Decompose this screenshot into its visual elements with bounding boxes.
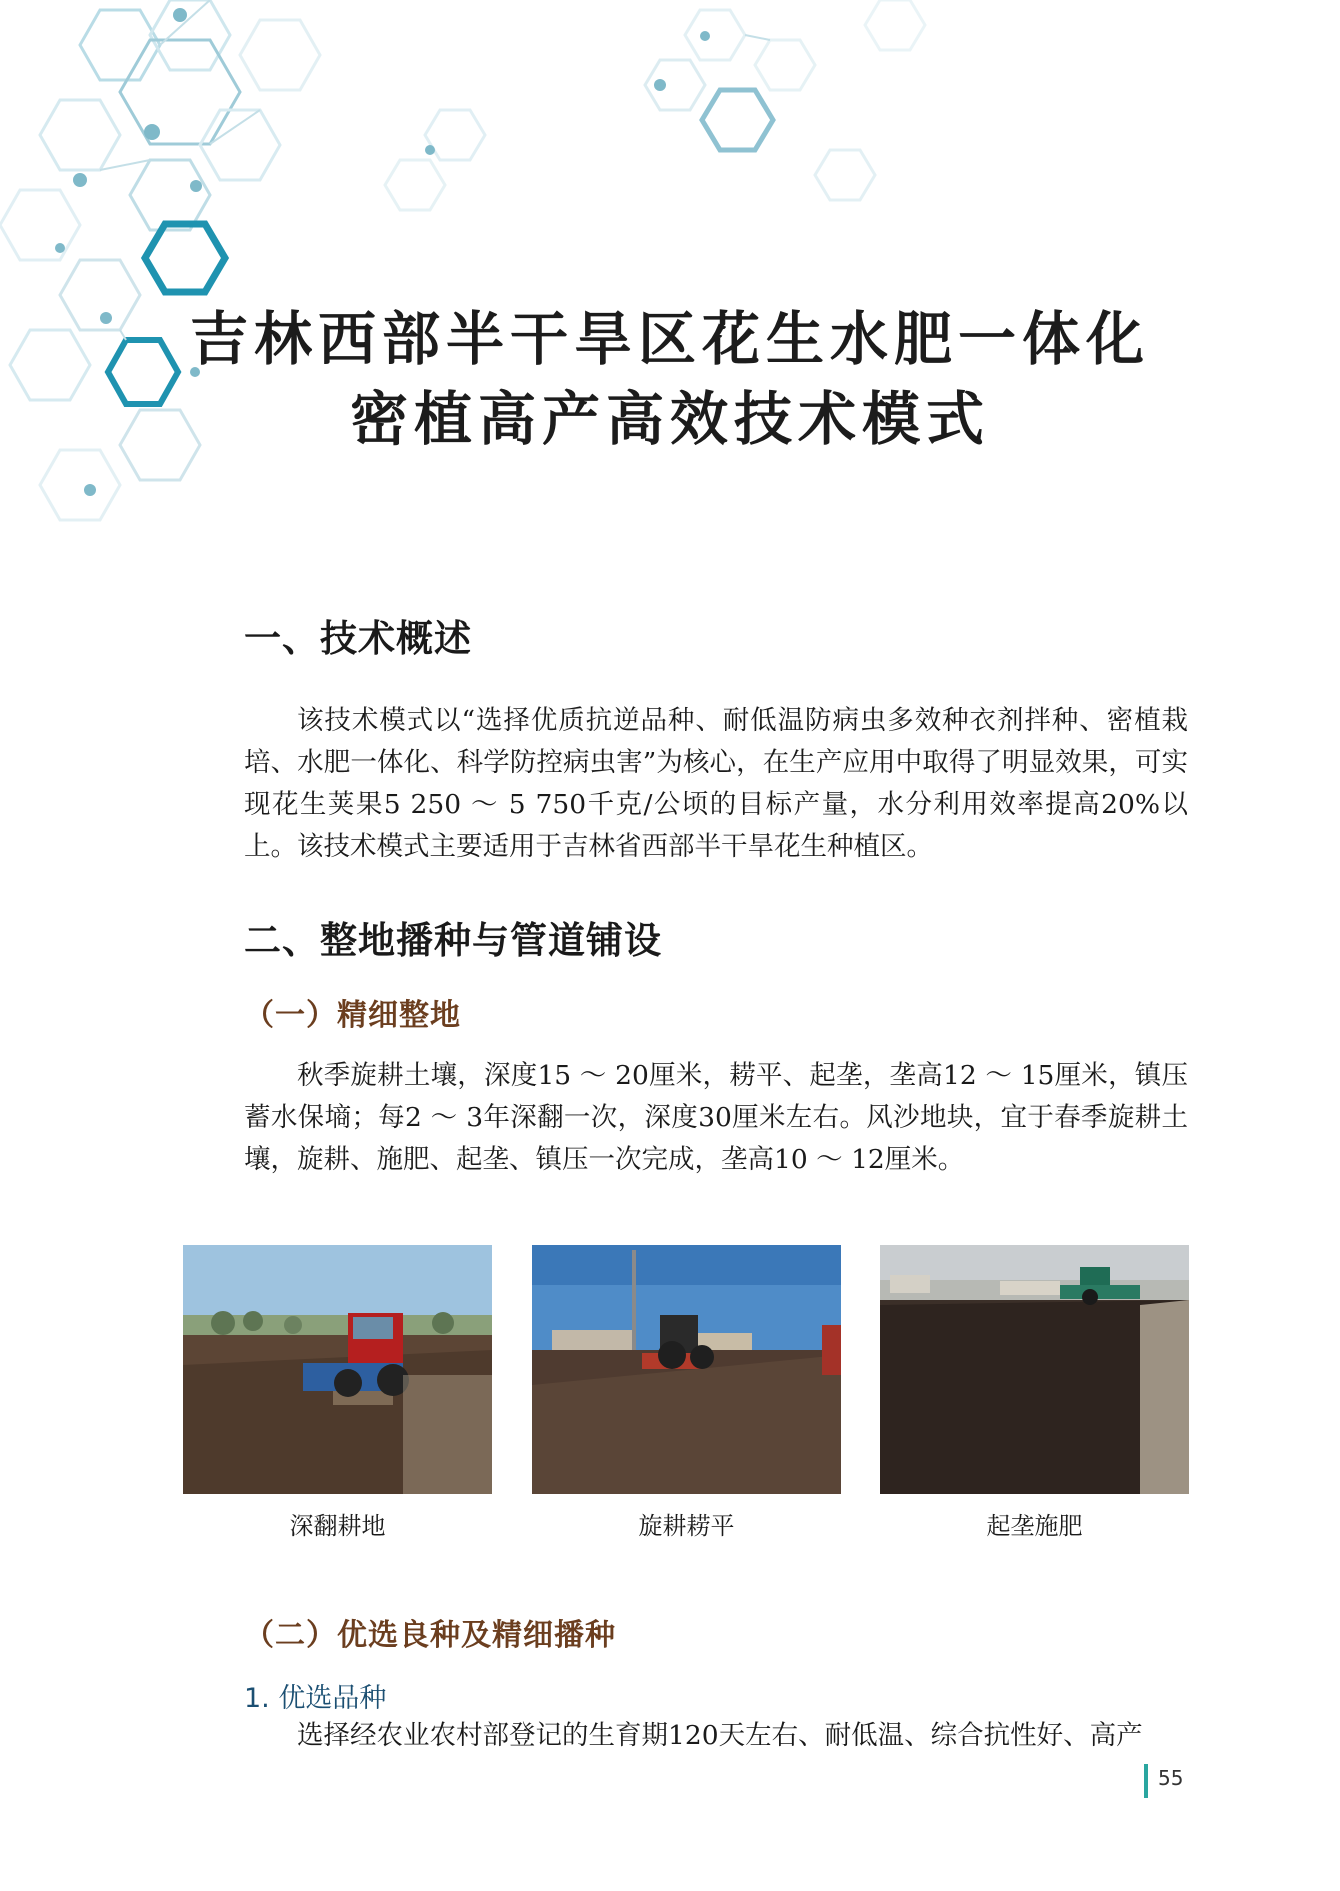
ridging-fertilizing-photo <box>880 1245 1189 1494</box>
variety-selection-paragraph: 选择经农业农村部登记的生育期120天左右、耐低温、综合抗性好、高产 <box>297 1720 1143 1751</box>
item-heading-variety-selection: 1. 优选品种 <box>244 1683 387 1714</box>
photo-caption: 起垄施肥 <box>986 1512 1083 1540</box>
page-number-bar <box>1144 1764 1148 1798</box>
tractor-rotary-tilling-photo <box>532 1245 841 1494</box>
overview-paragraph: 该技术模式以“选择优质抗逆品种、耐低温防病虫多效种衣剂拌种、密植栽培、水肥一体化、科学防控病虫害”为核心，在生产应用中取得了明显效果，可实现花生荚果5 250 ～ 5 750千克/公顷的目标产量，水分利用效率提高20%以上。该技术模式主要适用于吉林省西部半干旱花生种植区。 <box>244 705 1188 862</box>
hexagon-decoration <box>0 0 1340 560</box>
page-title-line2: 密植高产高效技术模式 <box>349 385 990 453</box>
tractor-plowing-photo <box>183 1245 492 1494</box>
section-heading-land-preparation: 二、整地播种与管道铺设 <box>244 919 662 962</box>
section-heading-overview: 一、技术概述 <box>244 617 472 660</box>
photo-caption: 旋耕耢平 <box>638 1512 735 1540</box>
subheading-seed-selection: （二）优选良种及精细播种 <box>244 1618 616 1653</box>
photo-caption: 深翻耕地 <box>289 1512 386 1540</box>
page-number: 55 <box>1158 1766 1184 1790</box>
land-preparation-paragraph: 秋季旋耕土壤，深度15 ～ 20厘米，耢平、起垄，垄高12 ～ 15厘米，镇压蓄水保墒；每2 ～ 3年深翻一次，深度30厘米左右。风沙地块，宜于春季旋耕土壤，旋耕、施肥、起垄、镇压一次完成，垄高10 ～ 12厘米。 <box>244 1060 1188 1175</box>
subheading-fine-land-preparation: （一）精细整地 <box>244 998 461 1033</box>
page-title-line1: 吉林西部半干旱区花生水肥一体化 <box>189 305 1150 373</box>
